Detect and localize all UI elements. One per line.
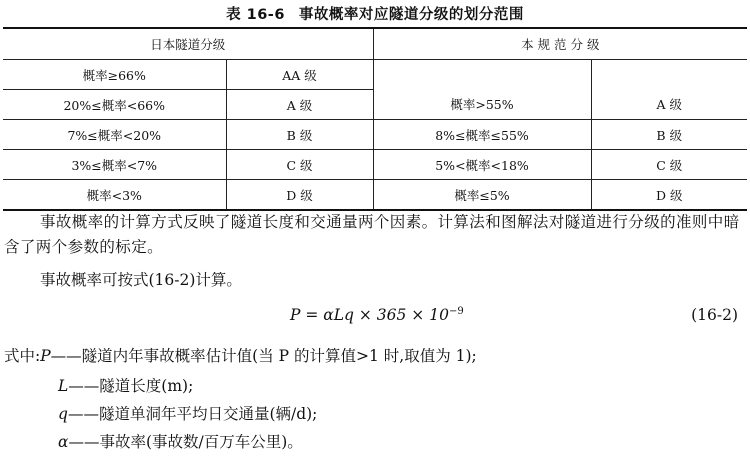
table-row — [3, 180, 747, 211]
definition-text: ——隧道单洞年平均日交通量(辆/d); — [67, 405, 318, 423]
tunnel-grade-table — [3, 27, 747, 211]
equation-number: (16-2) — [691, 306, 738, 324]
paragraph-formula-intro: 事故概率可按式(16-2)计算。 — [40, 271, 242, 289]
cn-grade-cell: B 级 — [591, 120, 747, 150]
table-row — [3, 90, 747, 120]
table-row — [3, 150, 747, 180]
cn-range-cell: 8%≤概率≤55% — [373, 120, 591, 150]
definition-alpha — [58, 430, 303, 455]
jp-range-cell: 3%≤概率<7% — [3, 150, 226, 180]
cn-range-cell: 概率>55% — [373, 90, 591, 120]
cn-grade-cell: A 级 — [591, 90, 747, 120]
definition-symbol: L — [58, 377, 69, 395]
jp-grade-cell: B 级 — [226, 120, 373, 150]
jp-grade-cell: A 级 — [226, 90, 373, 120]
cn-grade-cell: D 级 — [591, 180, 747, 211]
formula-exponent: −9 — [448, 306, 464, 317]
header-spec-grade: 本 规 范 分 级 — [373, 28, 747, 60]
cn-range-cell — [373, 60, 591, 90]
definition-symbol: α — [58, 433, 69, 451]
table-caption — [0, 3, 750, 24]
jp-range-cell: 概率<3% — [3, 180, 226, 211]
header-japan-grade: 日本隧道分级 — [3, 28, 373, 60]
jp-grade-cell: D 级 — [226, 180, 373, 211]
jp-range-cell: 概率≥66% — [3, 60, 226, 90]
formula-body: P = αLq × 365 × 10 — [290, 306, 449, 325]
definition-text: ——隧道长度(m); — [68, 377, 194, 395]
paragraph-explanation: 事故概率的计算方式反映了隧道长度和交通量两个因素。计算法和图解法对隧道进行分级的准则中暗含了两个参数的标定。 — [4, 213, 740, 256]
table-number: 表 16-6 — [226, 7, 285, 23]
formula-expression — [290, 306, 464, 324]
definition-P — [4, 344, 477, 369]
cn-range-cell: 概率≤5% — [373, 180, 591, 211]
jp-grade-cell: C 级 — [226, 150, 373, 180]
table-row — [3, 120, 747, 150]
table-header-row — [3, 28, 747, 60]
jp-range-cell: 7%≤概率<20% — [3, 120, 226, 150]
cn-grade-cell — [591, 60, 747, 90]
definition-q — [58, 402, 317, 427]
definition-symbol: q — [58, 405, 68, 423]
formula-line — [0, 306, 750, 331]
definition-L — [58, 374, 193, 399]
cn-range-cell: 5%<概率<18% — [373, 150, 591, 180]
jp-range-cell: 20%≤概率<66% — [3, 90, 226, 120]
definition-text: ——事故率(事故数/百万车公里)。 — [68, 433, 303, 451]
jp-grade-cell: AA 级 — [226, 60, 373, 90]
definition-text: ——隧道内年事故概率估计值(当 P 的计算值>1 时,取值为 1); — [50, 347, 477, 365]
definition-prefix: 式中: — [4, 347, 41, 365]
cn-grade-cell: C 级 — [591, 150, 747, 180]
table-row — [3, 60, 747, 90]
definition-symbol: P — [40, 347, 51, 365]
table-title: 事故概率对应隧道分级的划分范围 — [298, 7, 524, 23]
